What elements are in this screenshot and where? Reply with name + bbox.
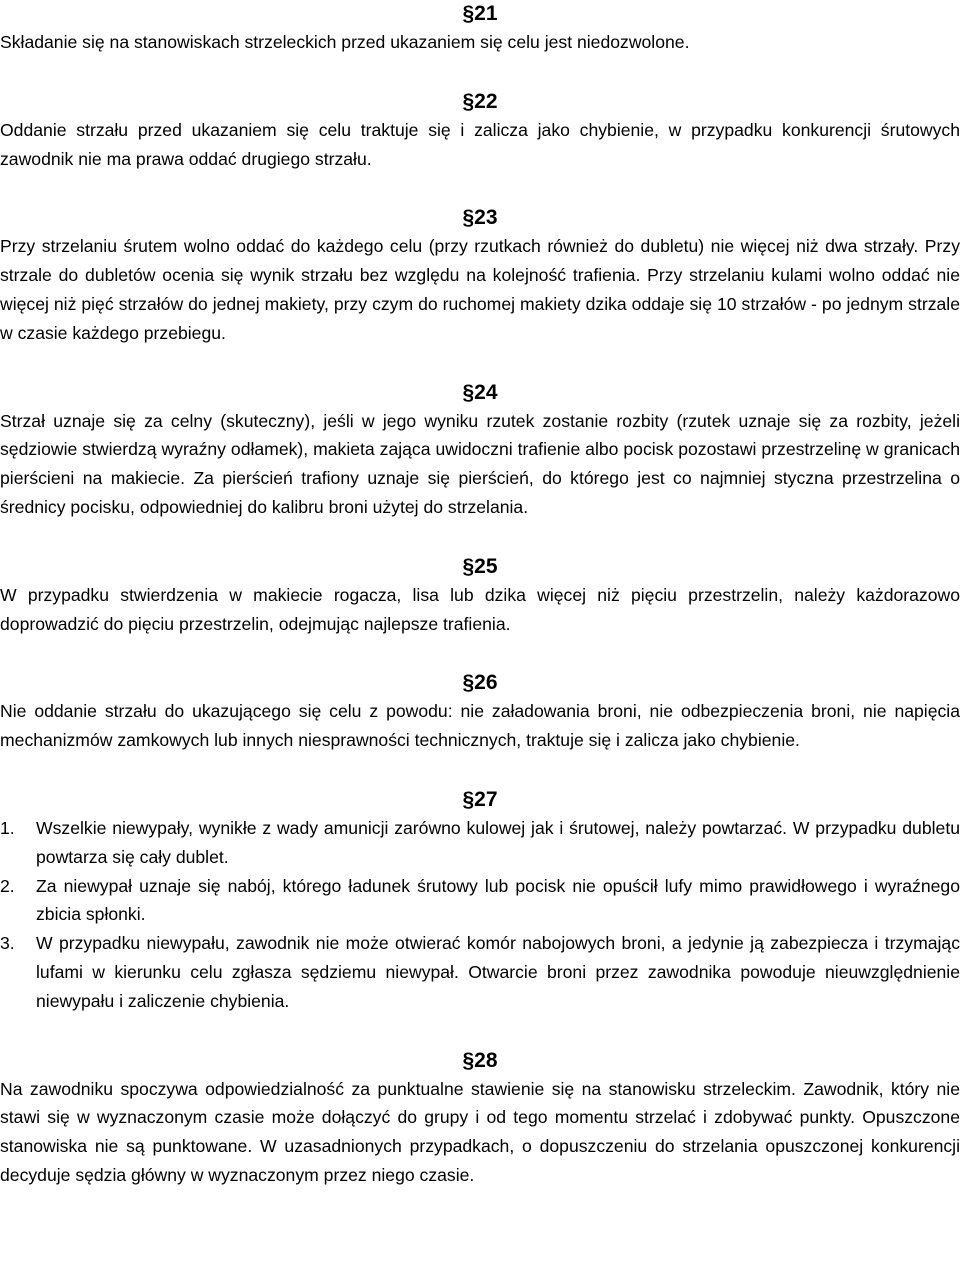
- section-27: [0, 786, 960, 1016]
- list-item-text: W przypadku niewypału, zawodnik nie może otwierać komór nabojowych broni, a jedynie ją zabezpiecza i trzymając lufami w kierunku celu zgłasza sędziemu niewypał. Otwarcie broni przez zawodnika powoduje nieuwzględnienie niewypału i zaliczenie chybienia.: [36, 933, 960, 1011]
- list-item-number: 1.: [0, 817, 15, 838]
- section-paragraph: Strzał uznaje się za celny (skuteczny), jeśli w jego wyniku rzutek zostanie rozbity (rzutek uznaje się za rozbity, jeżeli sędziowie stwierdzą wyraźny odłamek), makieta zająca uwidoczni trafienie albo pocisk pozostawi przestrzelinę w granicach pierścieni na makiecie. Za pierścień trafiony uznaje się pierścień, do którego jest co najmniej styczna przestrzelina o średnicy pocisku, odpowiedniej do kalibru broni użytej do strzelania.: [0, 410, 960, 517]
- section-21: [0, 0, 960, 57]
- section-heading: §25: [462, 554, 498, 578]
- section-paragraph: Na zawodniku spoczywa odpowiedzialność za punktualne stawienie się na stanowisku strzeleckim. Zawodnik, który nie stawi się w wyznaczonym czasie może dołączyć do grupy i od tego momentu strzelać i zdobywać punkty. Opuszczone stanowiska nie są punktowane. W uzasadnionych przypadkach, o dopuszczeniu do strzelania opuszczonej konkurencji decyduje sędzia główny w wyznaczonym przez niego czasie.: [0, 1078, 960, 1185]
- list-item-number: 2.: [0, 875, 15, 896]
- section-22: [0, 88, 960, 174]
- section-24: [0, 379, 960, 522]
- list-item-text: Wszelkie niewypały, wynikłe z wady amunicji zarówno kulowej jak i śrutowej, należy powtarzać. W przypadku dubletu powtarza się cały dublet.: [36, 817, 960, 867]
- section-heading: §28: [462, 1048, 498, 1072]
- section-heading: §23: [462, 206, 498, 230]
- list-item-text: Za niewypał uznaje się nabój, którego ładunek śrutowy lub pocisk nie opuścił lufy mimo prawidłowego i wyraźnego zbicia spłonki.: [36, 875, 960, 925]
- section-paragraph: Przy strzelaniu śrutem wolno oddać do każdego celu (przy rzutkach również do dubletu) nie więcej niż dwa strzały. Przy strzale do dubletów ocenia się wynik strzału bez względu na kolejność trafienia. Przy strzelaniu kulami wolno oddać nie więcej niż pięć strzałów do jednej makiety, przy czym do ruchomej makiety dzika oddaje się 10 strzałów - po jednym strzale w czasie każdego przebiegu.: [0, 236, 960, 343]
- section-paragraph: W przypadku stwierdzenia w makiecie rogacza, lisa lub dzika więcej niż pięciu przestrzelin, należy każdorazowo doprowadzić do pięciu przestrzelin, odejmując najlepsze trafienia.: [0, 584, 960, 634]
- section-heading: §27: [462, 787, 498, 811]
- section-paragraph: Nie oddanie strzału do ukazującego się celu z powodu: nie załadowania broni, nie odbezpieczenia broni, nie napięcia mechanizmów zamkowych lub innych niesprawności technicznych, traktuje się i zalicza jako chybienie.: [0, 701, 960, 751]
- section-23: [0, 204, 960, 347]
- section-heading: §21: [462, 2, 498, 25]
- section-heading: §24: [462, 380, 498, 404]
- section-28: [0, 1047, 960, 1190]
- numbered-list: [0, 814, 960, 1016]
- list-item: [0, 814, 960, 872]
- list-item: [0, 872, 960, 930]
- section-25: [0, 553, 960, 639]
- section-heading: §22: [462, 89, 498, 113]
- list-item-number: 3.: [0, 933, 15, 954]
- section-heading: §26: [462, 671, 498, 695]
- section-paragraph: Oddanie strzału przed ukazaniem się celu traktuje się i zalicza jako chybienie, w przypadku konkurencji śrutowych zawodnik nie ma prawa oddać drugiego strzału.: [0, 119, 960, 169]
- section-26: [0, 669, 960, 755]
- list-item: [0, 929, 960, 1015]
- section-paragraph: Składanie się na stanowiskach strzeleckich przed ukazaniem się celu jest niedozwolone.: [0, 32, 690, 52]
